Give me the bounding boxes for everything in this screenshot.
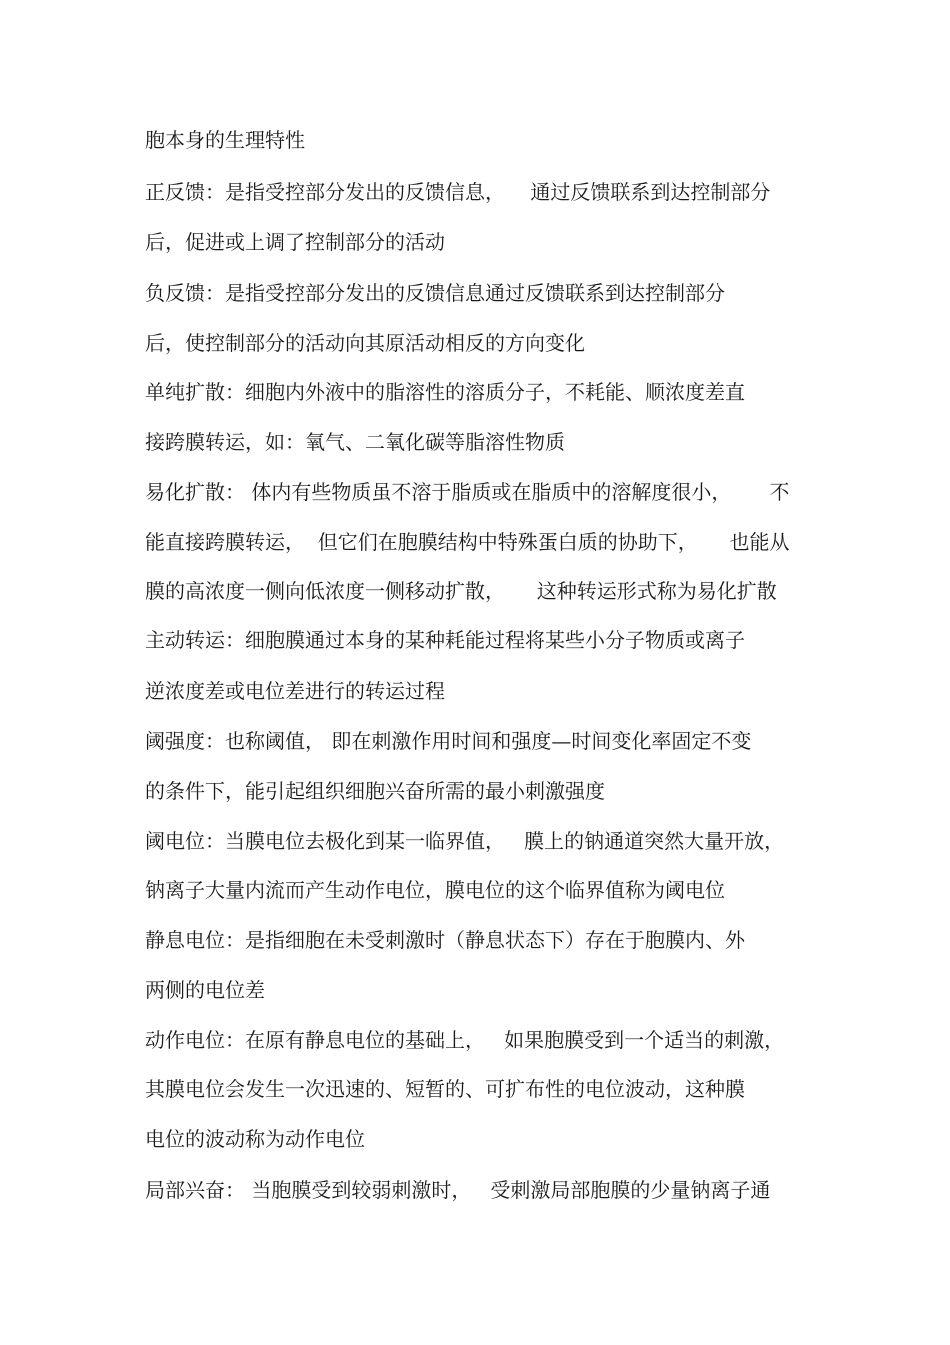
text-line: 阈强度：也称阈值， 即在刺激作用时间和强度—时间变化率固定不变 xyxy=(145,729,752,753)
text-line: 静息电位：是指细胞在未受刺激时（静息状态下）存在于胞膜内、外 xyxy=(145,928,745,952)
text-line: 后，使控制部分的活动向其原活动相反的方向变化 xyxy=(145,331,585,355)
text-line: 后，促进或上调了控制部分的活动 xyxy=(145,230,445,254)
text-line: 电位的波动称为动作电位 xyxy=(145,1127,365,1151)
text-line: 接跨膜转运，如：氧气、二氧化碳等脂溶性物质 xyxy=(145,430,565,454)
text-line: 负反馈：是指受控部分发出的反馈信息通过反馈联系到达控制部分 xyxy=(145,281,725,305)
text-line: 阈电位：当膜电位去极化到某一临界值， 膜上的钠通道突然大量开放， xyxy=(145,829,785,853)
text-line: 逆浓度差或电位差进行的转运过程 xyxy=(145,679,445,703)
text-line: 胞本身的生理特性 xyxy=(145,128,305,152)
text-line: 正反馈：是指受控部分发出的反馈信息， 通过反馈联系到达控制部分 xyxy=(145,180,771,204)
text-line: 膜的高浓度一侧向低浓度一侧移动扩散， 这种转运形式称为易化扩散 xyxy=(145,579,777,603)
text-line: 能直接跨膜转运， 但它们在胞膜结构中特殊蛋白质的协助下， 也能从 xyxy=(145,530,790,554)
text-line: 的条件下，能引起组织细胞兴奋所需的最小刺激强度 xyxy=(145,779,605,803)
text-line: 其膜电位会发生一次迅速的、短暂的、可扩布性的电位波动，这种膜 xyxy=(145,1077,745,1101)
text-line: 易化扩散： 体内有些物质虽不溶于脂质或在脂质中的溶解度很小， 不 xyxy=(145,480,790,504)
text-line: 局部兴奋： 当胞膜受到较弱刺激时， 受刺激局部胞膜的少量钠离子通 xyxy=(145,1178,771,1202)
text-line: 两侧的电位差 xyxy=(145,978,265,1002)
text-line: 钠离子大量内流而产生动作电位，膜电位的这个临界值称为阈电位 xyxy=(145,878,725,902)
text-line: 动作电位：在原有静息电位的基础上， 如果胞膜受到一个适当的刺激， xyxy=(145,1028,785,1052)
text-line: 单纯扩散：细胞内外液中的脂溶性的溶质分子，不耗能、顺浓度差直 xyxy=(145,380,745,404)
text-line: 主动转运：细胞膜通过本身的某种耗能过程将某些小分子物质或离子 xyxy=(145,628,745,652)
